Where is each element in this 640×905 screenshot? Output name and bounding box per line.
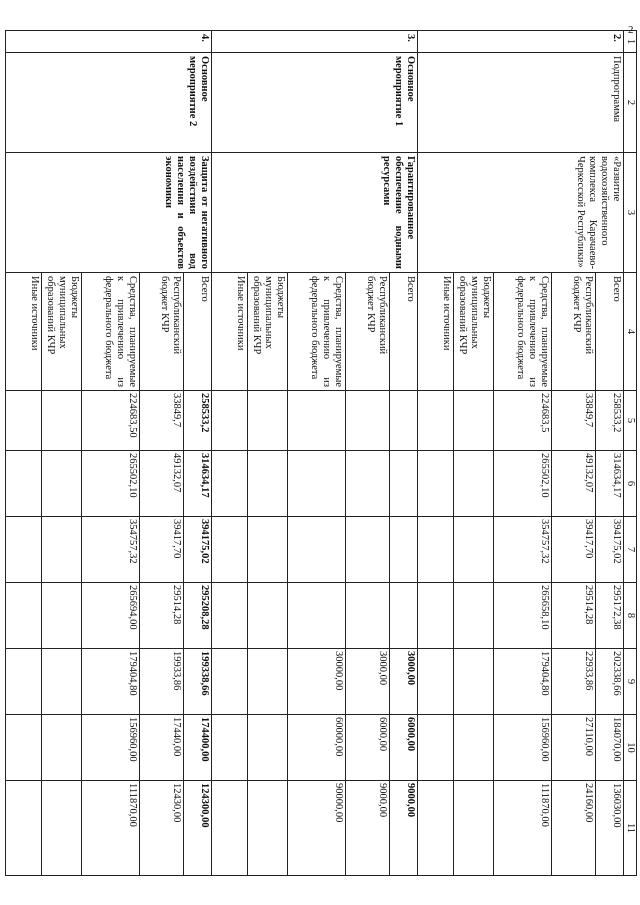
amount-cell (247, 451, 287, 517)
amount-cell (417, 715, 453, 781)
amount-cell (389, 451, 417, 517)
amount-cell (5, 781, 41, 876)
column-number-cell: 2 (623, 53, 636, 153)
amount-cell: 29514,28 (551, 583, 595, 649)
program-title-cell: Защита от негативного воздействия вод населения и объектов экономики (5, 153, 211, 273)
amount-cell: 265658,10 (493, 583, 551, 649)
program-type-cell: Подпрограмма (417, 53, 623, 153)
amount-cell: 60000,00 (287, 715, 345, 781)
column-number-cell: 5 (623, 391, 636, 451)
amount-cell: 199338,66 (183, 649, 211, 715)
financing-table (5, 30, 637, 876)
amount-cell: 124300,00 (183, 781, 211, 876)
column-number-cell: 10 (623, 715, 636, 781)
funding-source-cell: Всего (183, 273, 211, 391)
column-number-cell: 3 (623, 153, 636, 273)
amount-cell (5, 649, 41, 715)
column-number-cell: 8 (623, 583, 636, 649)
funding-source-cell: Всего (389, 273, 417, 391)
amount-cell: 265502,10 (493, 451, 551, 517)
amount-cell: 184070,00 (595, 715, 623, 781)
amount-cell (211, 715, 247, 781)
amount-cell (211, 781, 247, 876)
amount-cell: 394175,02 (183, 517, 211, 583)
funding-source-cell: Бюджеты муниципальных образований КЧР (453, 273, 493, 391)
amount-cell (389, 391, 417, 451)
amount-cell (41, 715, 81, 781)
amount-cell: 179404,80 (493, 649, 551, 715)
amount-cell (453, 391, 493, 451)
amount-cell (247, 583, 287, 649)
amount-cell (41, 649, 81, 715)
funding-source-cell: Республиканский бюджет КЧР (139, 273, 183, 391)
amount-cell: 156960,00 (81, 715, 139, 781)
amount-cell: 314634,17 (595, 451, 623, 517)
program-title-cell: Гарантированное обеспечение водными ресурсами (211, 153, 417, 273)
amount-cell (287, 583, 345, 649)
column-number-cell: 7 (623, 517, 636, 583)
row-number-cell: 4. (5, 31, 211, 53)
amount-cell (5, 517, 41, 583)
amount-cell: 27110,00 (551, 715, 595, 781)
amount-cell (247, 391, 287, 451)
funding-source-cell: Республиканский бюджет КЧР (345, 273, 389, 391)
column-number-cell: 9 (623, 649, 636, 715)
table-row (183, 31, 211, 876)
amount-cell: 39417,70 (139, 517, 183, 583)
amount-cell: 29514,28 (139, 583, 183, 649)
amount-cell (345, 451, 389, 517)
amount-cell (41, 517, 81, 583)
amount-cell (5, 391, 41, 451)
amount-cell (211, 583, 247, 649)
amount-cell: 19933,86 (139, 649, 183, 715)
amount-cell (417, 649, 453, 715)
row-number-cell: 2. (417, 31, 623, 53)
row-number-cell: 3. (211, 31, 417, 53)
funding-source-cell: Иные источники (5, 273, 41, 391)
header-row (623, 31, 636, 876)
amount-cell (453, 649, 493, 715)
amount-cell (389, 583, 417, 649)
table-body (5, 31, 636, 876)
amount-cell (453, 517, 493, 583)
amount-cell: 224683,5 (493, 391, 551, 451)
amount-cell: 39417,70 (551, 517, 595, 583)
amount-cell: 179404,80 (81, 649, 139, 715)
funding-source-cell: Бюджеты муниципальных образований КЧР (247, 273, 287, 391)
amount-cell: 258533,2 (595, 391, 623, 451)
column-number-cell: 11 (623, 781, 636, 876)
program-title-cell: «Развитие водохозяйственного комплекса Карачаево-Черкесской Республики» (417, 153, 623, 273)
funding-source-cell: Республиканский бюджет КЧР (551, 273, 595, 391)
amount-cell (41, 391, 81, 451)
amount-cell: 30000,00 (287, 649, 345, 715)
funding-source-cell: Иные источники (417, 273, 453, 391)
funding-source-cell: Иные источники (211, 273, 247, 391)
amount-cell: 354757,32 (81, 517, 139, 583)
program-type-cell: Основное мероприятие 1 (211, 53, 417, 153)
amount-cell (417, 451, 453, 517)
amount-cell: 3000,00 (345, 649, 389, 715)
amount-cell (417, 781, 453, 876)
amount-cell: 33849,7 (551, 391, 595, 451)
amount-cell: 202338,66 (595, 649, 623, 715)
amount-cell: 22933,86 (551, 649, 595, 715)
amount-cell: 33849,7 (139, 391, 183, 451)
amount-cell (345, 517, 389, 583)
funding-source-cell: Бюджеты муниципальных образований КЧР (41, 273, 81, 391)
amount-cell (453, 583, 493, 649)
amount-cell: 295172,38 (595, 583, 623, 649)
amount-cell: 265502,10 (81, 451, 139, 517)
amount-cell: 394175,02 (595, 517, 623, 583)
column-number-cell: 4 (623, 273, 636, 391)
amount-cell (247, 517, 287, 583)
amount-cell (5, 451, 41, 517)
amount-cell (345, 391, 389, 451)
amount-cell: 49132,07 (551, 451, 595, 517)
amount-cell (417, 391, 453, 451)
amount-cell: 6000,00 (389, 715, 417, 781)
amount-cell (211, 451, 247, 517)
funding-source-cell: Всего (595, 273, 623, 391)
amount-cell: 174400,00 (183, 715, 211, 781)
amount-cell (345, 583, 389, 649)
amount-cell: 17440,00 (139, 715, 183, 781)
amount-cell: 6000,00 (345, 715, 389, 781)
table-row (595, 31, 623, 876)
amount-cell (247, 781, 287, 876)
amount-cell (211, 391, 247, 451)
amount-cell (211, 517, 247, 583)
amount-cell (287, 451, 345, 517)
funding-source-cell: Средства, планируемые к привлечению из федерального бюджета (493, 273, 551, 391)
amount-cell: 354757,32 (493, 517, 551, 583)
amount-cell (389, 517, 417, 583)
amount-cell: 314634,17 (183, 451, 211, 517)
amount-cell (247, 649, 287, 715)
amount-cell (41, 583, 81, 649)
amount-cell: 49132,07 (139, 451, 183, 517)
amount-cell (453, 715, 493, 781)
funding-source-cell: Средства, планируемые к привлечению из федерального бюджета (287, 273, 345, 391)
amount-cell (417, 583, 453, 649)
amount-cell: 12430,00 (139, 781, 183, 876)
amount-cell (453, 451, 493, 517)
amount-cell (211, 649, 247, 715)
amount-cell: 258533,2 (183, 391, 211, 451)
program-type-cell: Основное мероприятие 2 (5, 53, 211, 153)
amount-cell: 111870,00 (493, 781, 551, 876)
column-number-cell: 1 (623, 31, 636, 53)
column-number-cell: 6 (623, 451, 636, 517)
amount-cell: 224683,50 (81, 391, 139, 451)
amount-cell: 265694,00 (81, 583, 139, 649)
amount-cell: 136030,00 (595, 781, 623, 876)
amount-cell (453, 781, 493, 876)
amount-cell (5, 715, 41, 781)
funding-source-cell: Средства, планируемые к привлечению из федерального бюджета (81, 273, 139, 391)
amount-cell (417, 517, 453, 583)
amount-cell: 9000,00 (345, 781, 389, 876)
amount-cell (5, 583, 41, 649)
amount-cell (41, 451, 81, 517)
amount-cell: 111870,00 (81, 781, 139, 876)
amount-cell: 156960,00 (493, 715, 551, 781)
rotated-table-container (28, 30, 637, 875)
amount-cell: 9000,00 (389, 781, 417, 876)
amount-cell: 24160,00 (551, 781, 595, 876)
amount-cell (247, 715, 287, 781)
amount-cell (287, 517, 345, 583)
table-row (389, 31, 417, 876)
amount-cell: 3000,00 (389, 649, 417, 715)
amount-cell (287, 391, 345, 451)
page-number: 2 (628, 24, 634, 36)
amount-cell: 90000,00 (287, 781, 345, 876)
amount-cell (41, 781, 81, 876)
amount-cell: 295208,28 (183, 583, 211, 649)
